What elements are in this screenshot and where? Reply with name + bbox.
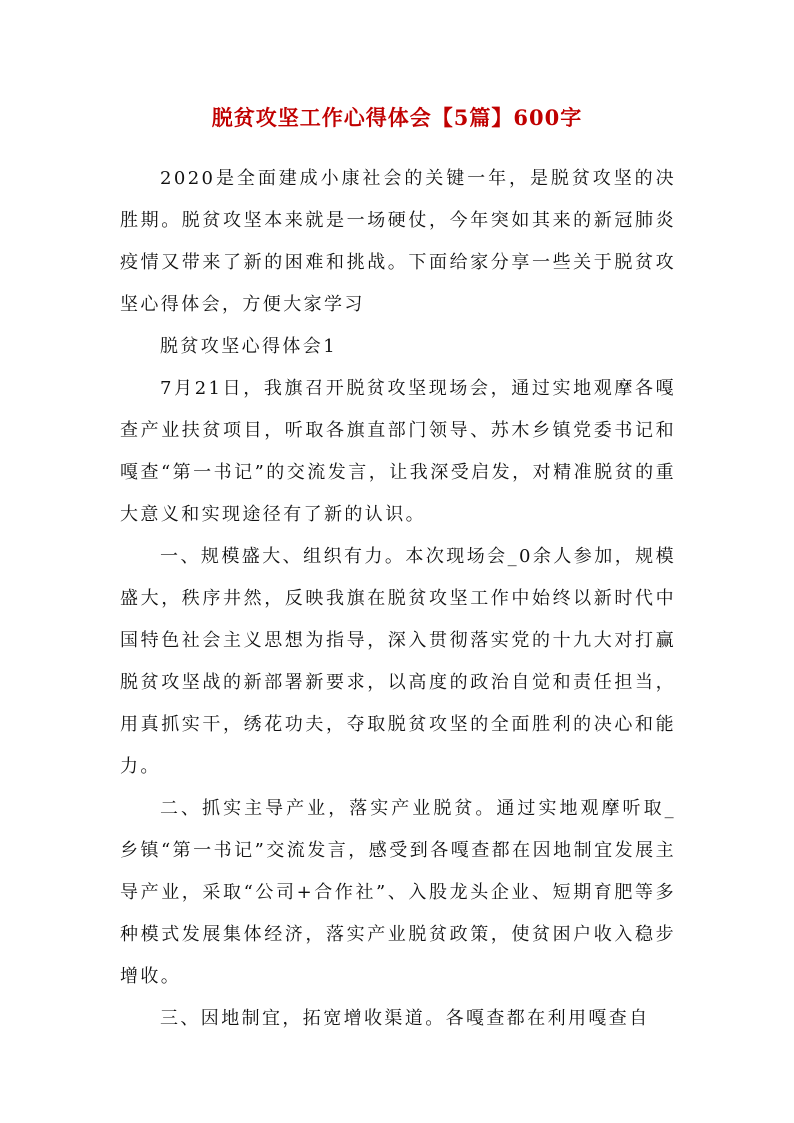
paragraph-intro: 2020是全面建成小康社会的关键一年，是脱贫攻坚的决胜期。脱贫攻坚本来就是一场硬仗，今年突如其来的新冠肺炎疫情又带来了新的困难和挑战。下面给家分享一些关于脱贫攻坚心得体会，方便大家学习 — [120, 168, 676, 315]
paragraph: 一、规模盛大、组织有力。本次现场会_0余人参加，规模盛大，秩序井然，反映我旗在脱贫攻坚工作中始终以新时代中国特色社会主义思想为指导，深入贯彻落实党的十九大对打赢脱贫攻坚战的新部署新要求，以高度的政治自觉和责任担当，用真抓实干，绣花功夫，夺取脱贫攻坚的全面胜利的决心和能力。 — [120, 546, 676, 777]
paragraph: 三、因地制宜，拓宽增收渠道。各嘎查都在利用嘎查自 — [160, 1008, 650, 1029]
section-heading: 脱贫攻坚心得体会1 — [160, 336, 338, 357]
document-body — [120, 158, 676, 1040]
document-title: 脱贫攻坚工作心得体会【5篇】600字 — [211, 105, 583, 130]
paragraph: 二、抓实主导产业，落实产业脱贫。通过实地观摩听取_乡镇“第一书记”交流发言，感受到各嘎查都在因地制宜发展主导产业，采取“公司+合作社”、入股龙头企业、短期育肥等多种模式发展集体经济，落实产业脱贫政策，使贫困户收入稳步增收。 — [120, 798, 676, 987]
paragraph: 7月21日，我旗召开脱贫攻坚现场会，通过实地观摩各嘎查产业扶贫项目，听取各旗直部门领导、苏木乡镇党委书记和嘎查“第一书记”的交流发言，让我深受启发，对精准脱贫的重大意义和实现途径有了新的认识。 — [120, 378, 676, 525]
